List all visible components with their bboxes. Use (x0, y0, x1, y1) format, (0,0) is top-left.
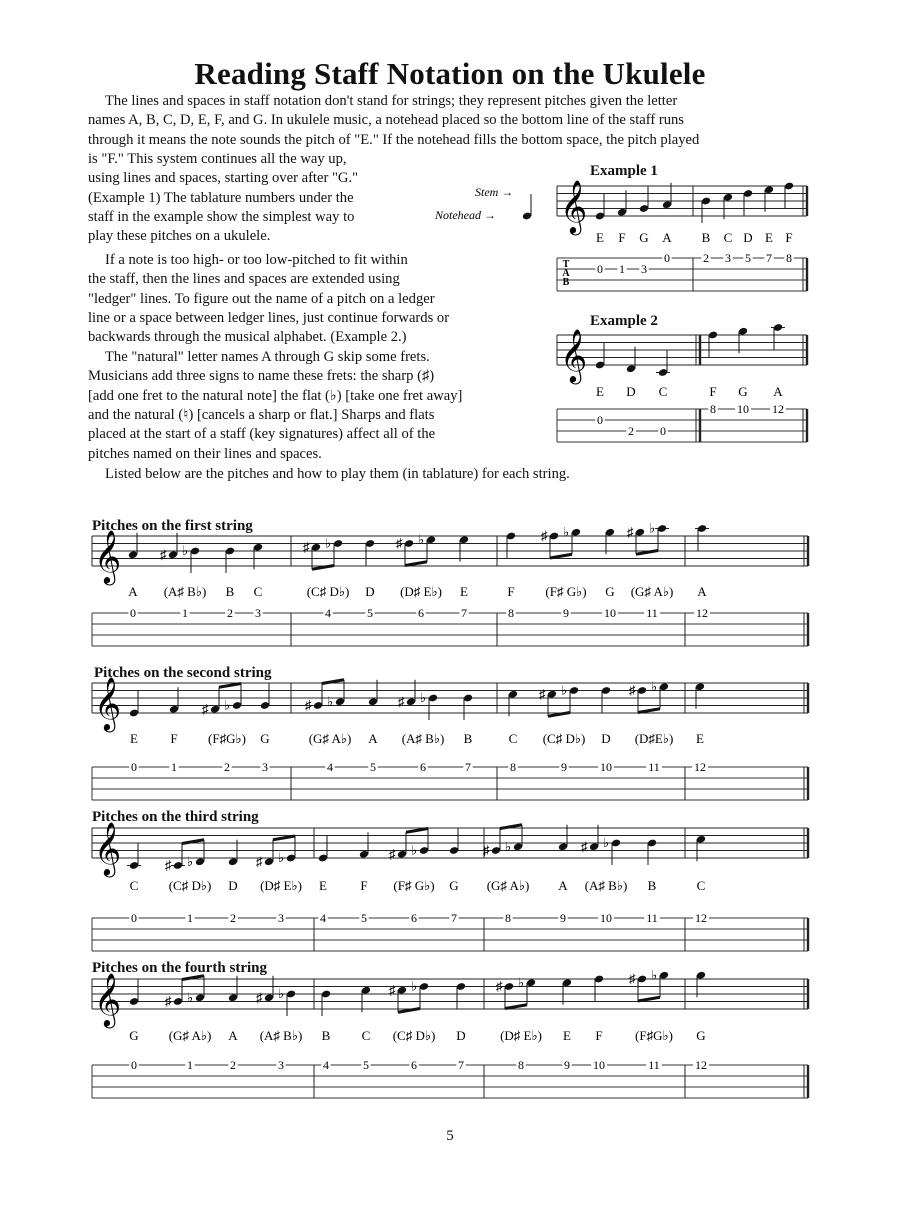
fret-number: 8 (505, 911, 511, 925)
fret-number: 8 (508, 606, 514, 620)
sharp-sign: ♯ (396, 535, 403, 551)
note-name: A (368, 731, 378, 746)
paragraph-line: and the natural (♮) [cancels a sharp or flat.] Sharps and flats (88, 406, 435, 423)
note-name: E (319, 878, 327, 893)
fret-number: 7 (461, 606, 467, 620)
note-name: (C♯ D♭) (392, 1028, 436, 1043)
flat-sign: ♭ (224, 697, 231, 713)
note-beam (505, 1005, 527, 1009)
fret-number: 5 (361, 911, 367, 925)
treble-clef-icon: 𝄞 (560, 181, 588, 232)
paragraph-line: using lines and spaces, starting over after "G." (88, 170, 359, 187)
fret-number: 10 (593, 1058, 605, 1072)
note-name: (G♯ A♭) (168, 1028, 212, 1043)
note-name: E (130, 731, 138, 746)
fret-number: 5 (745, 251, 751, 265)
note-beam (273, 836, 295, 840)
fret-number: 3 (641, 262, 647, 276)
flat-sign: ♭ (278, 850, 285, 865)
fret-number: 3 (255, 606, 261, 620)
sharp-sign: ♯ (389, 982, 396, 998)
fret-number: 7 (465, 760, 471, 774)
paragraph-line: is "F." This system continues all the way up, (88, 150, 347, 167)
note-name: (F♯ G♭) (393, 878, 435, 893)
fret-number: 2 (628, 424, 634, 438)
fret-number: 0 (660, 424, 666, 438)
paragraph-line: staff in the example show the simplest way to (88, 208, 355, 225)
stem-label: Stem → (475, 185, 514, 199)
flat-sign: ♭ (325, 535, 332, 551)
fret-number: 6 (411, 1058, 417, 1072)
sharp-sign: ♯ (165, 993, 172, 1009)
fret-number: 6 (418, 606, 424, 620)
note-name: D (365, 584, 375, 599)
note-name: C (696, 878, 706, 893)
paragraph-line: Listed below are the pitches and how to play them (in tablature) for each string. (105, 466, 570, 482)
treble-clef-icon: 𝄞 (94, 974, 122, 1025)
fret-number: 11 (648, 1058, 660, 1072)
fret-number: 5 (370, 760, 376, 774)
note-name: G (696, 1028, 706, 1043)
note-name: G (639, 230, 649, 245)
treble-clef-icon: 𝄞 (94, 678, 122, 729)
note-name: (D♯ E♭) (400, 584, 442, 599)
fret-number: 6 (411, 911, 417, 925)
fret-number: 12 (695, 1058, 707, 1072)
note-name: (F♯G♭) (635, 1028, 673, 1043)
fret-number: 2 (703, 251, 709, 265)
paragraph-line: through it means the note sounds the pitch of "E." If the notehead fills the bottom space, the pitch played (88, 131, 700, 148)
examples-notation (0, 0, 900, 470)
sharp-sign: ♯ (629, 971, 636, 986)
note-name: C (253, 584, 263, 599)
fret-number: 10 (604, 606, 616, 620)
note-name: (G♯ A♭) (486, 878, 530, 893)
note-name: F (595, 1028, 603, 1043)
paragraph-line: If a note is too high- or too low-pitched to fit within (105, 252, 408, 268)
fret-number: 0 (131, 1058, 137, 1072)
sharp-sign: ♯ (202, 701, 209, 717)
fret-number: 5 (367, 606, 373, 620)
note-name: (F♯ G♭) (545, 584, 587, 599)
note-beam (406, 829, 428, 833)
note-name: (D♯E♭) (634, 731, 674, 746)
paragraph-line: placed at the start of a staff (key signatures) affect all of the (88, 426, 436, 443)
page-title: Reading Staff Notation on the Ukulele (194, 56, 706, 91)
note-name: (D♯ E♭) (260, 878, 302, 893)
note-name: F (785, 230, 793, 245)
note-name: A (697, 584, 707, 599)
note-name: (F♯G♭) (208, 731, 246, 746)
fret-number: 1 (187, 1058, 193, 1072)
fret-number: 10 (600, 760, 612, 774)
sharp-sign: ♯ (496, 978, 503, 994)
flat-sign: ♭ (418, 531, 425, 547)
fret-number: 0 (664, 251, 670, 265)
flat-sign: ♭ (187, 989, 194, 1005)
fret-number: 1 (182, 606, 188, 620)
fret-number: 0 (597, 413, 603, 427)
fret-number: 5 (363, 1058, 369, 1072)
note-name: A (773, 384, 783, 399)
note-name: E (460, 584, 468, 599)
flat-sign: ♭ (327, 693, 334, 709)
note-name: G (605, 584, 615, 599)
note-name: (A♯ B♭) (401, 731, 445, 746)
note-name: (C♯ D♭) (168, 878, 212, 893)
sharp-sign: ♯ (629, 682, 636, 698)
fret-number: 9 (563, 606, 569, 620)
note-name: (C♯ D♭) (306, 584, 350, 599)
note-name: C (723, 230, 733, 245)
string-3-label: Pitches on the third string (92, 809, 259, 825)
note-name: B (647, 878, 657, 893)
fret-number: 4 (325, 606, 331, 620)
fret-number: 4 (323, 1058, 329, 1072)
fret-number: 2 (224, 760, 230, 774)
sharp-sign: ♯ (627, 524, 634, 540)
paragraph-line: The lines and spaces in staff notation don't stand for strings; they represent pitches given the letter (105, 93, 678, 109)
flat-sign: ♭ (505, 838, 512, 854)
paragraph-line: backwards through the musical alphabet. (Example 2.) (88, 329, 407, 346)
fret-number: 2 (227, 606, 233, 620)
sharp-sign: ♯ (398, 693, 405, 709)
note-name: G (738, 384, 748, 399)
string-1-label: Pitches on the first string (92, 518, 253, 534)
note-name: G (449, 878, 459, 893)
note-name: C (508, 731, 518, 746)
fret-number: 11 (646, 911, 658, 925)
note-name: F (618, 230, 626, 245)
sharp-sign: ♯ (541, 528, 548, 543)
note-name: (D♯ E♭) (500, 1028, 542, 1043)
fret-number: 12 (694, 760, 706, 774)
fret-number: 9 (560, 911, 566, 925)
sharp-sign: ♯ (389, 846, 396, 862)
note-name: C (129, 878, 139, 893)
note-name: A (228, 1028, 238, 1043)
fret-number: 0 (597, 262, 603, 276)
paragraph-line: (Example 1) The tablature numbers under the (88, 189, 354, 206)
note-name: F (709, 384, 717, 399)
flat-sign: ♭ (561, 682, 568, 698)
flat-sign: ♭ (603, 835, 610, 850)
paragraph-line: names A, B, C, D, E, F, and G. In ukulele music, a notehead placed so the bottom line of the staff runs (88, 112, 684, 129)
fret-number: 3 (278, 1058, 284, 1072)
note-name: (C♯ D♭) (542, 731, 586, 746)
fret-number: 8 (786, 251, 792, 265)
note-name: F (170, 731, 178, 746)
sharp-sign: ♯ (160, 546, 167, 562)
sharp-sign: ♯ (256, 989, 263, 1005)
string-4-label: Pitches on the fourth string (92, 960, 267, 976)
note-name: D (601, 731, 611, 746)
example-2-label: Example 2 (590, 313, 658, 329)
note-name: E (596, 384, 604, 399)
note-name: A (662, 230, 672, 245)
note-name: E (765, 230, 773, 245)
note-name: (A♯ B♭) (163, 584, 207, 599)
example-1-label: Example 1 (590, 163, 658, 179)
note-name: (G♯ A♭) (630, 584, 674, 599)
note-beam (638, 997, 660, 1001)
fret-number: 12 (772, 402, 784, 416)
flat-sign: ♭ (411, 978, 418, 994)
paragraph-line: pitches named on their lines and spaces. (88, 445, 322, 462)
note-name: B (463, 731, 473, 746)
fret-number: 8 (510, 760, 516, 774)
flat-sign: ♭ (411, 842, 418, 858)
fret-number: 0 (131, 911, 137, 925)
fret-number: 11 (646, 606, 658, 620)
note-name: B (701, 230, 711, 245)
paragraph-line: line or a space between ledger lines, just continue forwards or (88, 309, 450, 326)
note-name: C (658, 384, 668, 399)
paragraph-line: "ledger" lines. To figure out the name of a pitch on a ledger (88, 290, 435, 307)
flat-sign: ♭ (651, 678, 658, 694)
fret-number: 8 (710, 402, 716, 416)
note-name: G (260, 731, 270, 746)
note-name: D (228, 878, 238, 893)
treble-clef-icon: 𝄞 (560, 330, 588, 381)
fret-number: 1 (619, 262, 625, 276)
sharp-sign: ♯ (539, 686, 546, 702)
fret-number: 8 (518, 1058, 524, 1072)
note-name: D (626, 384, 636, 399)
fret-number: 7 (451, 911, 457, 925)
fret-number: 2 (230, 1058, 236, 1072)
page-number: 5 (446, 1128, 454, 1144)
fret-number: 2 (230, 911, 236, 925)
note-name: (A♯ B♭) (584, 878, 628, 893)
note-name: G (129, 1028, 139, 1043)
note-beam (405, 562, 427, 566)
note-name: E (596, 230, 604, 245)
fret-number: 7 (766, 251, 772, 265)
paragraph-line: Musicians add three signs to name these frets: the sharp (♯) (88, 368, 435, 385)
flat-sign: ♭ (420, 690, 427, 705)
flat-sign: ♭ (649, 520, 656, 536)
note-beam (219, 684, 241, 688)
flat-sign: ♭ (278, 986, 285, 1001)
sharp-sign: ♯ (165, 857, 172, 873)
flat-sign: ♭ (187, 853, 194, 869)
fret-number: 0 (130, 606, 136, 620)
note-name: A (128, 584, 138, 599)
note-name: F (360, 878, 368, 893)
fret-number: 12 (695, 911, 707, 925)
sharp-sign: ♯ (303, 539, 310, 555)
note-beam (550, 554, 572, 558)
tab-letter: B (562, 277, 570, 288)
note-name: B (321, 1028, 331, 1043)
note-beam (638, 709, 660, 713)
sharp-sign: ♯ (483, 842, 490, 858)
note-name: A (558, 878, 568, 893)
note-name: (G♯ A♭) (308, 731, 352, 746)
fret-number: 3 (262, 760, 268, 774)
note-name: E (696, 731, 704, 746)
fret-number: 1 (187, 911, 193, 925)
flat-sign: ♭ (182, 543, 189, 558)
fret-number: 10 (600, 911, 612, 925)
fret-number: 3 (278, 911, 284, 925)
fret-number: 1 (171, 760, 177, 774)
fret-number: 7 (458, 1058, 464, 1072)
note-name: E (563, 1028, 571, 1043)
notehead-label: Notehead → (435, 208, 496, 222)
note-name: D (456, 1028, 466, 1043)
flat-sign: ♭ (518, 974, 525, 990)
fret-number: 3 (725, 251, 731, 265)
flat-sign: ♭ (651, 967, 658, 983)
sharp-sign: ♯ (581, 838, 588, 854)
string-2-label: Pitches on the second string (94, 665, 272, 681)
paragraph-line: [add one fret to the natural note] the flat (♭) [take one fret away] (88, 387, 463, 404)
note-name: B (225, 584, 235, 599)
note-name: F (507, 584, 515, 599)
paragraph-line: the staff, then the lines and spaces are extended using (88, 271, 400, 288)
fret-number: 4 (320, 911, 326, 925)
paragraph-line: The "natural" letter names A through G skip some frets. (105, 349, 430, 365)
fret-number: 12 (696, 606, 708, 620)
fret-number: 4 (327, 760, 333, 774)
fret-number: 9 (561, 760, 567, 774)
tab-letter: A (562, 268, 570, 279)
paragraph-line: play these pitches on a ukulele. (88, 228, 271, 245)
note-name: D (743, 230, 753, 245)
fret-number: 11 (648, 760, 660, 774)
treble-clef-icon: 𝄞 (94, 531, 122, 582)
fret-number: 0 (131, 760, 137, 774)
fret-number: 9 (564, 1058, 570, 1072)
treble-clef-icon: 𝄞 (94, 823, 122, 874)
tab-letter: T (562, 259, 570, 270)
flat-sign: ♭ (563, 524, 570, 540)
fret-number: 6 (420, 760, 426, 774)
sharp-sign: ♯ (256, 853, 263, 869)
sharp-sign: ♯ (305, 697, 312, 713)
strings-notation (0, 500, 900, 1120)
note-name: C (361, 1028, 371, 1043)
fret-number: 10 (737, 402, 749, 416)
note-name: (A♯ B♭) (259, 1028, 303, 1043)
